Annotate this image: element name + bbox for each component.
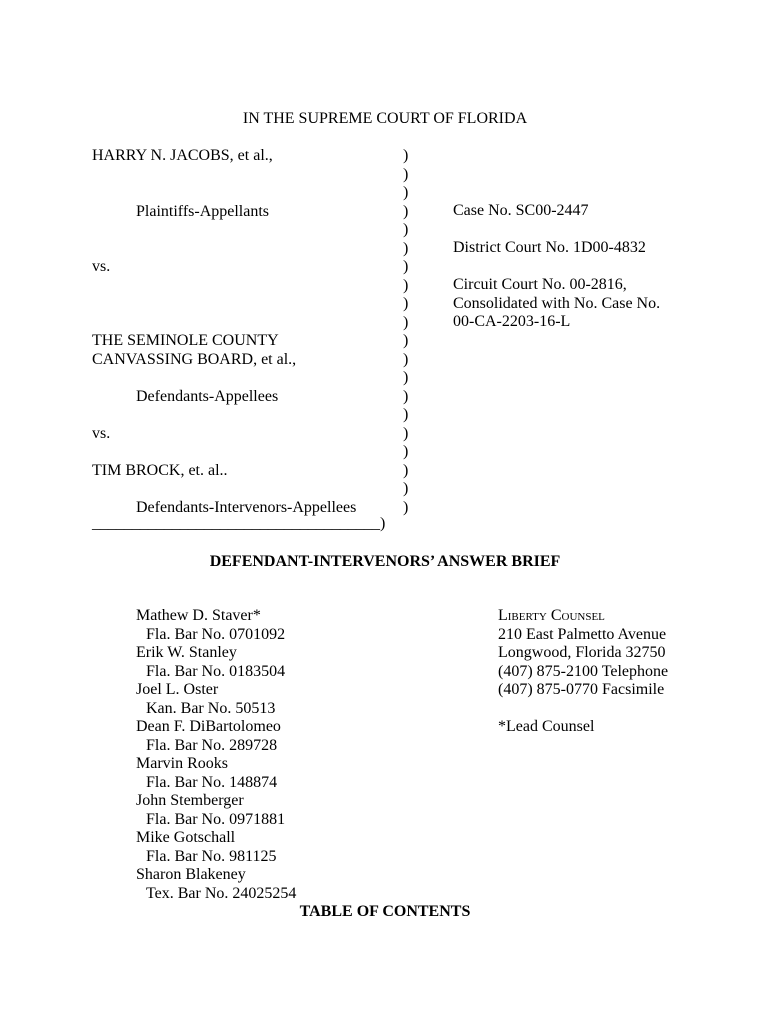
lead-counsel-note: *Lead Counsel	[498, 718, 595, 735]
caption-paren: )	[403, 461, 409, 479]
caption-line	[92, 184, 356, 203]
caption-paren: )	[403, 276, 409, 294]
attorney-bar-number: Fla. Bar No. 289728	[146, 736, 278, 754]
circuit-court-line: Circuit Court No. 00-2816,	[453, 276, 627, 293]
caption-line: vs.	[92, 424, 111, 442]
caption-paren: )	[403, 258, 409, 275]
caption-line	[92, 314, 356, 333]
caption-line: THE SEMINOLE COUNTY	[92, 332, 279, 349]
caption-paren: )	[403, 350, 409, 368]
caption-paren: )	[403, 406, 409, 423]
caption-line	[92, 166, 356, 185]
attorney-bar-number: Fla. Bar No. 981125	[146, 847, 277, 865]
attorney-bar-number: Tex. Bar No. 24025254	[146, 884, 297, 902]
caption-paren: )	[403, 369, 409, 386]
organization-name: Liberty Counsel	[498, 607, 605, 624]
caption-paren: )	[403, 202, 409, 220]
caption-paren: )	[403, 147, 409, 164]
counsel-list	[136, 607, 296, 903]
attorney-name: John Stemberger	[136, 792, 244, 809]
caption-line: Defendants-Intervenors-Appellees	[136, 498, 357, 516]
caption-line	[92, 369, 356, 388]
caption-paren: )	[403, 332, 409, 349]
toc-title: TABLE OF CONTENTS	[299, 903, 471, 920]
caption-line	[92, 277, 356, 296]
organization-block	[498, 607, 668, 737]
caption-paren: )	[403, 313, 409, 331]
caption-line	[92, 240, 356, 259]
attorney-bar-number: Fla. Bar No. 0183504	[146, 662, 286, 680]
attorney-name: Joel L. Oster	[136, 681, 219, 698]
caption-paren: )	[403, 387, 409, 405]
caption-paren: )	[403, 498, 409, 516]
caption-parentheses	[403, 147, 408, 517]
caption-line	[92, 221, 356, 240]
caption-paren: )	[403, 480, 409, 497]
caption-paren: )	[403, 184, 409, 201]
caption-line: Defendants-Appellees	[136, 387, 279, 405]
attorney-bar-number: Fla. Bar No. 0701092	[146, 625, 286, 643]
attorney-name: Mathew D. Staver*	[136, 607, 261, 624]
attorney-bar-number: Fla. Bar No. 0971881	[146, 810, 286, 828]
circuit-court-line: Consolidated with No. Case No.	[453, 294, 661, 312]
attorney-name: Mike Gotschall	[136, 829, 236, 846]
caption-line: CANVASSING BOARD, et al.,	[92, 350, 297, 368]
caption-line: vs.	[92, 258, 111, 275]
caption-line: Plaintiffs-Appellants	[136, 202, 270, 220]
caption-paren: )	[403, 165, 409, 183]
caption-line	[92, 406, 356, 425]
caption-paren: )	[403, 295, 409, 312]
case-caption-parties	[92, 147, 356, 517]
organization-phone: (407) 875-2100 Telephone	[498, 662, 669, 680]
attorney-name: Marvin Rooks	[136, 755, 228, 772]
caption-line	[92, 443, 356, 462]
brief-title: DEFENDANT-INTERVENORS’ ANSWER BRIEF	[209, 553, 561, 570]
organization-address-line: Longwood, Florida 32750	[498, 644, 666, 661]
caption-line: HARRY N. JACOBS, et al.,	[92, 147, 273, 164]
district-court-number: District Court No. 1D00-4832	[453, 239, 646, 256]
attorney-name: Erik W. Stanley	[136, 644, 237, 661]
attorney-name: Dean F. DiBartolomeo	[136, 718, 281, 735]
organization-fax: (407) 875-0770 Facsimile	[498, 681, 665, 698]
circuit-court-line: 00-CA-2203-16-L	[453, 313, 571, 330]
attorney-name: Sharon Blakeney	[136, 866, 246, 883]
caption-paren: )	[403, 443, 409, 460]
caption-paren: )	[403, 424, 409, 442]
caption-line: TIM BROCK, et. al..	[92, 461, 228, 479]
court-title: IN THE SUPREME COURT OF FLORIDA	[242, 110, 528, 127]
caption-paren: )	[403, 221, 409, 238]
caption-paren: )	[403, 239, 409, 257]
attorney-bar-number: Kan. Bar No. 50513	[146, 699, 276, 717]
case-info-block	[453, 202, 660, 332]
attorney-bar-number: Fla. Bar No. 148874	[146, 773, 278, 791]
caption-bottom-rule: ____________________________________)	[92, 515, 386, 532]
caption-line	[92, 295, 356, 314]
case-number: Case No. SC00-2447	[453, 202, 589, 219]
organization-address-line: 210 East Palmetto Avenue	[498, 625, 667, 643]
caption-line	[92, 480, 356, 499]
